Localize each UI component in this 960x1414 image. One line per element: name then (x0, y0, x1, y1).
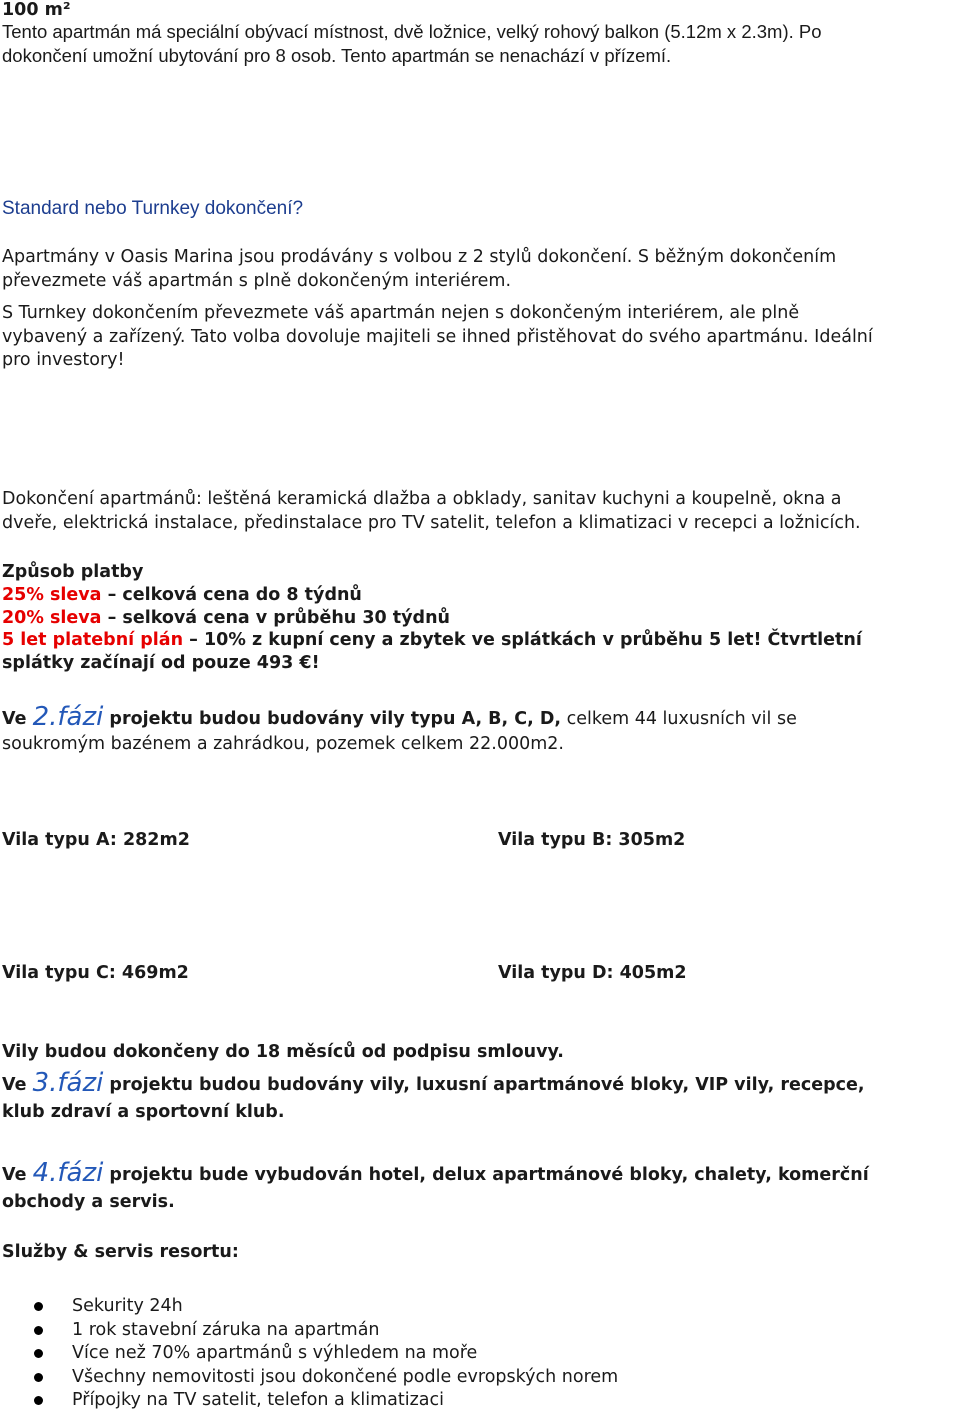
list-item (30, 1388, 618, 1412)
phase-2-prefix: Ve (2, 709, 33, 729)
discount-label-25: 25% sleva (2, 585, 102, 605)
services-heading: Služby & servis resortu: (2, 1242, 239, 1262)
payment-option-2-text: – selková cena v průběhu 30 týdnů (101, 608, 450, 628)
phase-2-text: celkem 44 luxusních vil se (561, 709, 797, 729)
payment-heading: Způsob platby (2, 562, 144, 582)
phase-4-line-1 (2, 1159, 956, 1189)
phase-2-number: 2.fázi (32, 702, 104, 732)
service-item-text: Více než 70% apartmánů s výhledem na moře (72, 1343, 478, 1364)
turnkey-line-2: vybavený a zařízený. Tato volba dovoluje majiteli se ihned přistěhovat do svého apartmánu. Ideální (2, 327, 873, 347)
finish-line-1: Apartmány v Oasis Marina jsou prodávány s volbou z 2 stylů dokončení. S běžným dokončením (2, 247, 837, 267)
equipment-line-1: Dokončení apartmánů: leštěná keramická dlažba a obklady, sanitav kuchyni a koupelně, okna a (2, 489, 842, 509)
services-list (30, 1294, 618, 1412)
turnkey-line-1: S Turnkey dokončením převezmete váš apartmán nejen s dokončeným interiérem, ale plně (2, 303, 800, 323)
phase-3-text: projektu budou budovány vily, luxusní apartmánové bloky, VIP vily, recepce, (103, 1075, 865, 1095)
villa-type-c: Vila typu C: 469m2 (2, 963, 189, 983)
payment-option-1-text: – celková cena do 8 týdnů (101, 585, 362, 605)
service-item-text: Přípojky na TV satelit, telefon a klimatizaci (72, 1390, 445, 1411)
list-item (30, 1318, 618, 1342)
list-item (30, 1341, 618, 1365)
list-item (30, 1365, 618, 1389)
phase-3-prefix: Ve (2, 1075, 33, 1095)
service-item-text: 1 rok stavební záruka na apartmán (72, 1319, 380, 1340)
payment-option-3 (2, 628, 956, 652)
intro-line-2: dokončení umožní ubytování pro 8 osob. Tento apartmán se nenachází v přízemí. (2, 45, 672, 66)
phase-4-line-2: obchody a servis. (2, 1192, 175, 1212)
payment-option-2 (2, 606, 956, 630)
villa-type-d: Vila typu D: 405m2 (498, 963, 687, 983)
equipment-line-2: dveře, elektrická instalace, předinstalace pro TV satelit, telefon a klimatizaci v recepci a ložnicích. (2, 513, 861, 533)
villa-type-a: Vila typu A: 282m2 (2, 830, 190, 850)
bullet-icon (34, 1373, 43, 1382)
phase-3-number: 3.fázi (32, 1068, 104, 1098)
phase-3-line-2: klub zdraví a sportovní klub. (2, 1102, 285, 1122)
phase-4-prefix: Ve (2, 1165, 33, 1185)
phase-2-line-2: soukromým bazénem a zahrádkou, pozemek celkem 22.000m2. (2, 734, 564, 754)
phase-2-bold-text: projektu budou budovány vily typu A, B, C, D, (103, 709, 562, 729)
payment-option-3-continued: splátky začínají od pouze 493 €! (2, 653, 320, 673)
bullet-icon (34, 1326, 43, 1335)
intro-line-1: Tento apartmán má speciální obývací místnost, dvě ložnice, velký rohový balkon (5.12m x 2.3m). Po (2, 21, 822, 42)
bullet-icon (34, 1396, 43, 1405)
payment-option-1 (2, 583, 956, 607)
discount-label-20: 20% sleva (2, 608, 102, 628)
list-item (30, 1294, 618, 1318)
bullet-icon (34, 1302, 43, 1311)
completion-note: Vily budou dokončeny do 18 měsíců od podpisu smlouvy. (2, 1042, 564, 1062)
phase-4-text: projektu bude vybudován hotel, delux apartmánové bloky, chalety, komerční (103, 1165, 869, 1185)
turnkey-line-3: pro investory! (2, 350, 125, 370)
phase-2-line-1 (2, 703, 956, 733)
payment-plan-label: 5 let platební plán (2, 630, 184, 650)
finish-heading: Standard nebo Turnkey dokončení? (2, 198, 304, 219)
area-heading: 100 m² (2, 0, 71, 20)
bullet-icon (34, 1349, 43, 1358)
service-item-text: Všechny nemovitosti jsou dokončené podle evropských norem (72, 1366, 619, 1387)
phase-4-number: 4.fázi (32, 1158, 104, 1188)
phase-3-line-1 (2, 1069, 956, 1099)
service-item-text: Sekurity 24h (72, 1296, 183, 1316)
villa-type-b: Vila typu B: 305m2 (498, 830, 686, 850)
finish-line-2: převezmete váš apartmán s plně dokončeným interiérem. (2, 271, 512, 291)
payment-option-3-text: – 10% z kupní ceny a zbytek ve splátkách v průběhu 5 let! Čtvrtletní (183, 630, 862, 650)
